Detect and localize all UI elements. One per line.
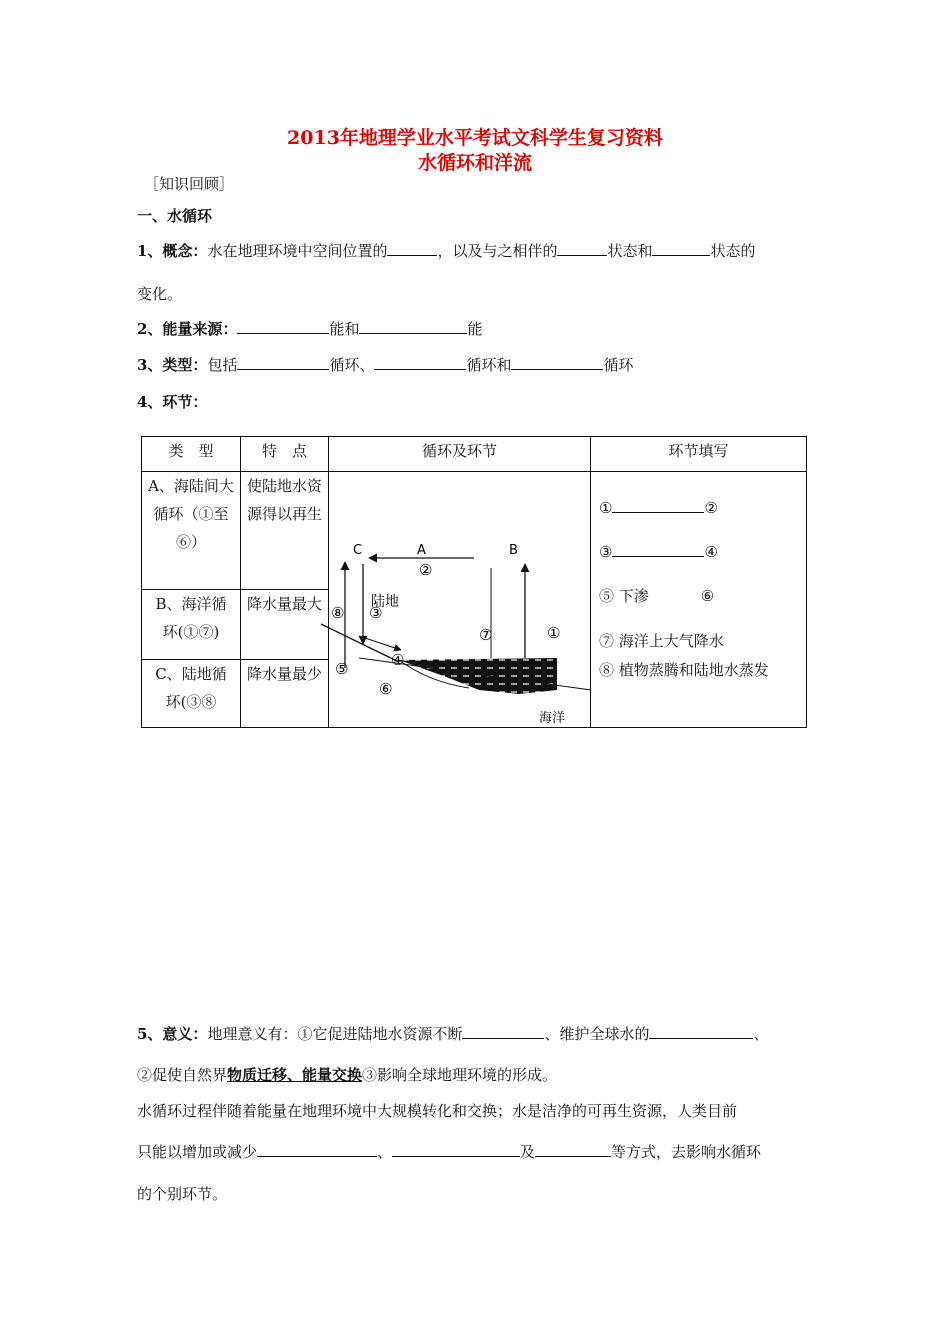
fill-line-3 (599, 574, 806, 618)
question-1 (137, 240, 756, 261)
q2-label: 2、能量来源： (137, 320, 238, 338)
feature-c-text: 降水量最少 (247, 665, 323, 684)
question-4-label: 4、环节： (137, 393, 208, 411)
th-fill: 环节填写 (591, 437, 807, 472)
q3-label: 3、类型： (137, 356, 208, 374)
para-text-d: 等方式，去影响水循环 (611, 1143, 762, 1161)
label-sea: 海洋 (539, 711, 566, 726)
th-type: 类 型 (142, 437, 241, 472)
question-3 (137, 354, 634, 375)
fill-line-2 (599, 530, 806, 574)
q5-text-4: ②促使自然界 (137, 1066, 228, 1084)
water-cycle-diagram (329, 472, 590, 726)
type-c-text: C、陆地循环(③⑧ (155, 665, 227, 712)
th-feature: 特 点 (241, 437, 329, 472)
para-text-a: 只能以增加或减少 (137, 1143, 258, 1161)
q2-blank-1[interactable] (237, 319, 329, 334)
cycle-diagram-cell (329, 472, 591, 728)
fill-line-4: ⑦ 海洋上大气降水 (599, 632, 724, 650)
page-title: 2013年地理学业水平考试文科学生复习资料 (287, 127, 663, 149)
q1-text-3: 状态和 (607, 242, 653, 260)
ocean-shape (399, 658, 557, 694)
q1-blank-2[interactable] (557, 241, 607, 256)
fill-blank-2[interactable] (612, 542, 704, 557)
q1-continuation: 变化。 (137, 285, 183, 303)
q1-text-1: 水在地理环境中空间位置的 (207, 242, 388, 260)
q1-text-2: ，以及与之相伴的 (437, 242, 558, 260)
q2-text-2: 能 (467, 320, 483, 338)
q1-label: 1、概念： (137, 242, 208, 260)
paragraph-line-3: 的个别环节。 (137, 1185, 228, 1203)
q3-blank-2[interactable] (374, 355, 466, 370)
type-a (142, 472, 241, 590)
fill-line-1 (599, 486, 806, 530)
q3-text-3: 循环 (603, 356, 634, 374)
q5-text-1: 地理意义有：①它促进陆地水资源不断 (207, 1025, 463, 1043)
num-8: ⑧ (331, 604, 345, 622)
q5-line-2 (137, 1064, 557, 1085)
fill-2b: ④ (704, 543, 718, 561)
label-a: A (417, 543, 426, 558)
heading-water-cycle: 一、水循环 (137, 207, 213, 225)
fill-2a: ③ (599, 543, 613, 561)
land-surface-line (321, 624, 399, 662)
fill-3b: ⑥ (700, 587, 715, 605)
num-2: ② (419, 561, 433, 579)
q1-blank-1[interactable] (387, 241, 437, 256)
num-1: ① (547, 624, 561, 642)
num-7: ⑦ (479, 626, 493, 644)
q5-text-6: ③影响全球地理环境的形成。 (362, 1066, 558, 1084)
th-cycle: 循环及环节 (329, 437, 591, 472)
para-blank-3[interactable] (535, 1142, 611, 1157)
paragraph-line-1: 水循环过程伴随着能量在地理环境中大规模转化和交换；水是洁净的可再生资源，人类目前 (137, 1102, 738, 1120)
label-land: 陆地 (371, 594, 399, 610)
question-5 (137, 1023, 768, 1044)
para-blank-2[interactable] (392, 1142, 520, 1157)
q5-text-2: 、维护全球水的 (544, 1025, 650, 1043)
para-blank-1[interactable] (257, 1142, 377, 1157)
section-tag: ［知识回顾］ (144, 175, 235, 193)
q3-blank-3[interactable] (511, 355, 603, 370)
q5-blank-2[interactable] (649, 1024, 753, 1039)
para-text-b: 、 (377, 1143, 393, 1161)
question-2 (137, 318, 482, 339)
q2-text-1: 能和 (329, 320, 360, 338)
page-subtitle: 水循环和洋流 (417, 152, 532, 174)
type-b (142, 590, 241, 660)
q3-text-2: 循环和 (466, 356, 512, 374)
num-5: ⑤ (335, 660, 349, 678)
q1-blank-3[interactable] (652, 241, 710, 256)
feature-b (241, 590, 329, 660)
label-c: C (353, 543, 363, 558)
q5-text-3: 、 (753, 1025, 769, 1043)
feature-a (241, 472, 329, 590)
num-3: ③ (369, 604, 383, 622)
q5-blank-1[interactable] (462, 1024, 544, 1039)
fill-1b: ② (704, 499, 718, 517)
q3-text-1: 循环、 (329, 356, 375, 374)
feature-a-text: 使陆地水资源得以再生 (247, 477, 323, 523)
water-cycle-table (141, 436, 807, 728)
fill-cell (591, 472, 807, 728)
feature-c (241, 660, 329, 728)
q3-blank-1[interactable] (237, 355, 329, 370)
type-a-text: A、海陆间大循环（①至⑥） (148, 477, 234, 551)
num-4: ④ (391, 651, 405, 669)
label-b: B (509, 543, 518, 558)
q2-blank-2[interactable] (359, 319, 467, 334)
num-6: ⑥ (379, 680, 393, 698)
fill-blank-1[interactable] (612, 498, 704, 513)
feature-b-text: 降水量最大 (247, 595, 323, 614)
q5-label: 5、意义： (137, 1025, 208, 1043)
q5-underlined: 物质迁移、能量交换 (227, 1066, 363, 1084)
type-c (142, 660, 241, 728)
fill-1a: ① (599, 499, 613, 517)
arrow-4 (359, 636, 401, 650)
para-text-c: 及 (520, 1143, 536, 1161)
fill-3a: ⑤ 下渗 (599, 587, 649, 605)
q3-text-0: 包括 (207, 356, 238, 374)
paragraph-line-2 (137, 1141, 761, 1162)
q1-text-4: 状态的 (710, 242, 756, 260)
type-b-text: B、海洋循环(①⑦) (155, 595, 227, 642)
fill-line-5: ⑧ 植物蒸腾和陆地水蒸发 (599, 661, 769, 679)
